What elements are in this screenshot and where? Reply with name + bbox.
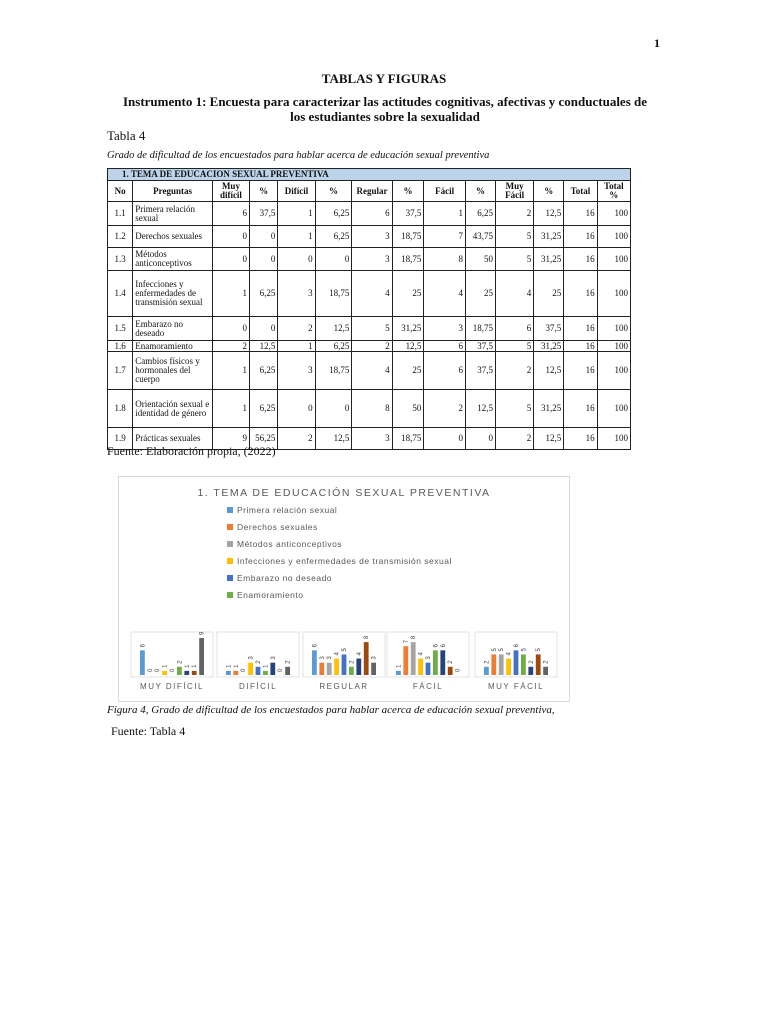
value-cell: 2 — [496, 202, 534, 226]
data-label: 6 — [312, 643, 319, 648]
data-label: 5 — [342, 648, 348, 652]
value-cell: 1 — [212, 390, 249, 428]
data-label: 6 — [433, 643, 440, 648]
value-cell: 1 — [212, 271, 249, 317]
data-label: 1 — [192, 664, 199, 668]
bar — [248, 663, 253, 675]
page-number: 1 — [654, 36, 660, 50]
value-cell: 4 — [424, 271, 466, 317]
value-cell: 3 — [352, 428, 392, 450]
bar — [491, 654, 496, 675]
legend-swatch — [227, 592, 233, 598]
bar — [506, 659, 511, 675]
figure-caption: Figura 4, Grado de dificultad de los encuestados para hablar acerca de educación sexual preventiva, — [107, 704, 555, 716]
column-header: Difícil — [278, 181, 315, 202]
bar — [536, 654, 541, 675]
value-cell: 6 — [212, 202, 249, 226]
value-cell: 6,25 — [315, 202, 352, 226]
value-cell: 0 — [249, 248, 277, 271]
value-cell: 0 — [465, 428, 495, 450]
value-cell: 0 — [424, 428, 466, 450]
value-cell: 5 — [496, 226, 534, 248]
bar — [364, 642, 369, 675]
category-label: REGULAR — [319, 682, 369, 691]
value-cell: 12,5 — [249, 341, 277, 352]
value-cell: 6 — [496, 317, 534, 341]
data-label: 0 — [241, 668, 248, 672]
bar — [162, 671, 167, 675]
instrument-title: Instrumento 1: Encuesta para caracterizar las actitudes cognitivas, afectivas y conductuales de los estudiantes sobre la sexualidad — [122, 94, 648, 124]
bar — [403, 646, 408, 675]
data-label: 4 — [418, 652, 425, 656]
question-cell: Derechos sexuales — [133, 226, 213, 248]
question-cell: Orientación sexual e identidad de género — [133, 390, 213, 428]
category-label: DIFÍCIL — [238, 682, 278, 691]
value-cell: 5 — [496, 390, 534, 428]
bar — [319, 663, 324, 675]
value-cell: 1 — [278, 226, 315, 248]
column-header: Muy difícil — [212, 181, 249, 202]
value-cell: 2 — [352, 341, 392, 352]
value-cell: 6 — [424, 341, 466, 352]
value-cell: 100 — [597, 352, 630, 390]
value-cell: 18,75 — [392, 226, 424, 248]
category-label: MUY FÁCIL — [487, 682, 545, 691]
data-label: 3 — [319, 656, 326, 660]
value-cell: 37,5 — [465, 341, 495, 352]
category-label: MUY DIFÍCIL — [140, 682, 204, 691]
data-label: 2 — [256, 660, 262, 664]
value-cell: 2 — [496, 352, 534, 390]
column-header: Total — [564, 181, 597, 202]
value-cell: 37,5 — [465, 352, 495, 390]
data-label: 8 — [364, 635, 371, 640]
legend-swatch — [227, 575, 233, 581]
value-cell: 8 — [352, 390, 392, 428]
value-cell: 100 — [597, 428, 630, 450]
table-row — [108, 390, 631, 428]
value-cell: 12,5 — [315, 317, 352, 341]
data-label: 1 — [184, 664, 191, 668]
value-cell: 16 — [564, 341, 597, 352]
value-cell: 31,25 — [534, 341, 564, 352]
column-header: Total % — [597, 181, 630, 202]
value-cell: 0 — [212, 317, 249, 341]
value-cell: 4 — [496, 271, 534, 317]
column-header: Muy Fácil — [496, 181, 534, 202]
value-cell: 100 — [597, 271, 630, 317]
value-cell: 6,25 — [249, 271, 277, 317]
value-cell: 3 — [352, 226, 392, 248]
data-label: 2 — [448, 660, 455, 664]
data-label: 4 — [334, 652, 341, 656]
value-cell: 50 — [465, 248, 495, 271]
value-cell: 1 — [212, 352, 249, 390]
value-cell: 0 — [212, 248, 249, 271]
column-header: % — [534, 181, 564, 202]
value-cell: 6,25 — [315, 226, 352, 248]
value-cell: 100 — [597, 202, 630, 226]
data-label: 2 — [543, 660, 550, 664]
row-number: 1.6 — [108, 341, 133, 352]
row-number: 1.4 — [108, 271, 133, 317]
data-label: 0 — [278, 668, 285, 672]
value-cell: 100 — [597, 226, 630, 248]
data-label: 6 — [440, 643, 447, 648]
category-label: FÁCIL — [412, 682, 444, 691]
bar — [418, 659, 423, 675]
value-cell: 12,5 — [465, 390, 495, 428]
value-cell: 0 — [278, 390, 315, 428]
value-cell: 12,5 — [315, 428, 352, 450]
value-cell: 18,75 — [315, 271, 352, 317]
value-cell: 18,75 — [392, 248, 424, 271]
data-label: 0 — [455, 668, 462, 672]
chart-svg — [119, 477, 569, 701]
row-number: 1.8 — [108, 390, 133, 428]
bar — [226, 671, 231, 675]
bar — [411, 642, 416, 675]
table-row — [108, 248, 631, 271]
value-cell: 5 — [496, 248, 534, 271]
row-number: 1.2 — [108, 226, 133, 248]
legend-label: Primera relación sexual — [237, 505, 338, 515]
bar — [256, 667, 261, 675]
bar-chart — [118, 476, 570, 702]
bar — [484, 667, 489, 675]
value-cell: 16 — [564, 226, 597, 248]
column-header: No — [108, 181, 133, 202]
bar — [270, 663, 275, 675]
legend-label: Embarazo no deseado — [237, 573, 333, 583]
results-table — [107, 168, 631, 450]
legend-swatch — [227, 558, 233, 564]
value-cell: 50 — [392, 390, 424, 428]
value-cell: 3 — [278, 271, 315, 317]
value-cell: 25 — [465, 271, 495, 317]
value-cell: 2 — [212, 341, 249, 352]
row-number: 1.9 — [108, 428, 133, 450]
bar — [263, 671, 268, 675]
value-cell: 12,5 — [392, 341, 424, 352]
value-cell: 100 — [597, 341, 630, 352]
value-cell: 9 — [212, 428, 249, 450]
data-label: 3 — [248, 656, 255, 660]
value-cell: 100 — [597, 317, 630, 341]
value-cell: 1 — [278, 341, 315, 352]
value-cell: 31,25 — [534, 248, 564, 271]
question-cell: Métodos anticonceptivos — [133, 248, 213, 271]
table-row — [108, 271, 631, 317]
value-cell: 2 — [278, 317, 315, 341]
legend-swatch — [227, 541, 233, 547]
bar — [499, 654, 504, 675]
table-row — [108, 352, 631, 390]
value-cell: 1 — [424, 202, 466, 226]
data-label: 9 — [199, 631, 206, 635]
legend-swatch — [227, 524, 233, 530]
value-cell: 6 — [352, 202, 392, 226]
value-cell: 3 — [424, 317, 466, 341]
value-cell: 12,5 — [534, 428, 564, 450]
value-cell: 0 — [249, 317, 277, 341]
value-cell: 6,25 — [249, 352, 277, 390]
value-cell: 4 — [352, 271, 392, 317]
bar — [514, 650, 519, 675]
value-cell: 18,75 — [392, 428, 424, 450]
value-cell: 6,25 — [315, 341, 352, 352]
bar — [192, 671, 197, 675]
data-label: 2 — [349, 660, 356, 664]
value-cell: 7 — [424, 226, 466, 248]
data-label: 3 — [327, 656, 334, 660]
data-label: 1 — [233, 664, 240, 668]
row-number: 1.5 — [108, 317, 133, 341]
value-cell: 6,25 — [465, 202, 495, 226]
bar — [199, 638, 204, 675]
data-label: 1 — [226, 664, 233, 668]
data-label: 0 — [147, 668, 154, 672]
value-cell: 16 — [564, 271, 597, 317]
bar — [426, 663, 431, 675]
value-cell: 37,5 — [249, 202, 277, 226]
data-label: 5 — [491, 648, 498, 652]
value-cell: 31,25 — [392, 317, 424, 341]
page-heading: TABLAS Y FIGURAS — [321, 71, 447, 86]
row-number: 1.3 — [108, 248, 133, 271]
figure-source: Fuente: Tabla 4 — [111, 724, 186, 738]
table-row — [108, 226, 631, 248]
value-cell: 56,25 — [249, 428, 277, 450]
value-cell: 3 — [278, 352, 315, 390]
data-label: 2 — [528, 660, 535, 664]
table-source: Fuente: Elaboración propia, (2022) — [107, 444, 276, 458]
question-cell: Primera relación sexual — [133, 202, 213, 226]
data-label: 2 — [285, 660, 292, 664]
value-cell: 12,5 — [534, 352, 564, 390]
bar — [521, 654, 526, 675]
bar — [184, 671, 189, 675]
column-header: % — [315, 181, 352, 202]
value-cell: 0 — [315, 248, 352, 271]
legend-label: Métodos anticonceptivos — [237, 539, 343, 549]
bar — [334, 659, 339, 675]
table-label: Tabla 4 — [107, 128, 146, 143]
data-label: 1 — [263, 664, 270, 668]
table-row — [108, 341, 631, 352]
value-cell: 2 — [278, 428, 315, 450]
chart-title: 1. TEMA DE EDUCACIÓN SEXUAL PREVENTIVA — [197, 487, 491, 499]
bar — [371, 663, 376, 675]
value-cell: 8 — [424, 248, 466, 271]
value-cell: 100 — [597, 248, 630, 271]
table-row — [108, 317, 631, 341]
legend-swatch — [227, 507, 233, 513]
value-cell: 25 — [534, 271, 564, 317]
value-cell: 5 — [352, 317, 392, 341]
value-cell: 37,5 — [534, 317, 564, 341]
row-number: 1.1 — [108, 202, 133, 226]
value-cell: 5 — [496, 341, 534, 352]
data-label: 3 — [270, 656, 277, 660]
value-cell: 31,25 — [534, 390, 564, 428]
column-header: % — [249, 181, 277, 202]
data-label: 1 — [396, 664, 403, 668]
question-cell: Infecciones y enfermedades de transmisión sexual — [133, 271, 213, 317]
column-header: Fácil — [424, 181, 466, 202]
bar — [327, 663, 332, 675]
question-cell: Enamoramiento — [133, 341, 213, 352]
data-label: 4 — [506, 652, 513, 656]
bar — [233, 671, 238, 675]
value-cell: 16 — [564, 317, 597, 341]
question-cell: Prácticas sexuales — [133, 428, 213, 450]
data-label: 6 — [140, 643, 147, 648]
data-label: 0 — [155, 668, 162, 672]
table-header-row — [108, 181, 631, 202]
legend-label: Derechos sexuales — [237, 522, 318, 532]
bar — [177, 667, 182, 675]
column-header: % — [392, 181, 424, 202]
value-cell: 37,5 — [392, 202, 424, 226]
value-cell: 25 — [392, 271, 424, 317]
value-cell: 2 — [424, 390, 466, 428]
data-label: 4 — [356, 652, 363, 656]
data-label: 1 — [162, 664, 169, 668]
bar — [440, 650, 445, 675]
value-cell: 6 — [424, 352, 466, 390]
value-cell: 16 — [564, 352, 597, 390]
legend-label: Enamoramiento — [237, 590, 304, 600]
value-cell: 3 — [352, 248, 392, 271]
column-header: % — [465, 181, 495, 202]
data-label: 2 — [177, 660, 184, 664]
bar — [140, 650, 145, 675]
value-cell: 4 — [352, 352, 392, 390]
value-cell: 0 — [249, 226, 277, 248]
value-cell: 16 — [564, 202, 597, 226]
value-cell: 0 — [212, 226, 249, 248]
question-cell: Embarazo no deseado — [133, 317, 213, 341]
table-band-title: 1. TEMA DE EDUCACION SEXUAL PREVENTIVA — [108, 169, 631, 181]
data-label: 7 — [403, 639, 410, 644]
value-cell: 18,75 — [465, 317, 495, 341]
value-cell: 43,75 — [465, 226, 495, 248]
column-header: Regular — [352, 181, 392, 202]
bar — [543, 667, 548, 675]
question-cell: Cambios físicos y hormonales del cuerpo — [133, 352, 213, 390]
bar — [396, 671, 401, 675]
value-cell: 0 — [315, 390, 352, 428]
bar — [342, 654, 347, 675]
data-label: 5 — [536, 648, 543, 652]
data-label: 8 — [411, 635, 418, 640]
data-label: 3 — [371, 656, 378, 660]
value-cell: 16 — [564, 428, 597, 450]
bar — [285, 667, 290, 675]
value-cell: 6,25 — [249, 390, 277, 428]
value-cell: 100 — [597, 390, 630, 428]
legend-label: Infecciones y enfermedades de transmisión sexual — [237, 556, 452, 566]
value-cell: 2 — [496, 428, 534, 450]
bar — [356, 659, 361, 675]
data-label: 0 — [170, 668, 176, 672]
data-label: 3 — [426, 656, 432, 660]
value-cell: 31,25 — [534, 226, 564, 248]
table-caption: Grado de dificultad de los encuestados para hablar acerca de educación sexual preventiva — [107, 150, 490, 161]
value-cell: 18,75 — [315, 352, 352, 390]
bar — [349, 667, 354, 675]
value-cell: 25 — [392, 352, 424, 390]
data-label: 5 — [499, 648, 506, 652]
data-label: 2 — [484, 660, 491, 664]
data-label: 6 — [514, 643, 520, 648]
bar — [448, 667, 453, 675]
data-label: 5 — [521, 648, 528, 652]
bar — [312, 650, 317, 675]
value-cell: 1 — [278, 202, 315, 226]
value-cell: 12,5 — [534, 202, 564, 226]
bar — [528, 667, 533, 675]
table-row — [108, 202, 631, 226]
row-number: 1.7 — [108, 352, 133, 390]
value-cell: 0 — [278, 248, 315, 271]
column-header: Preguntas — [133, 181, 213, 202]
value-cell: 16 — [564, 248, 597, 271]
bar — [433, 650, 438, 675]
value-cell: 16 — [564, 390, 597, 428]
